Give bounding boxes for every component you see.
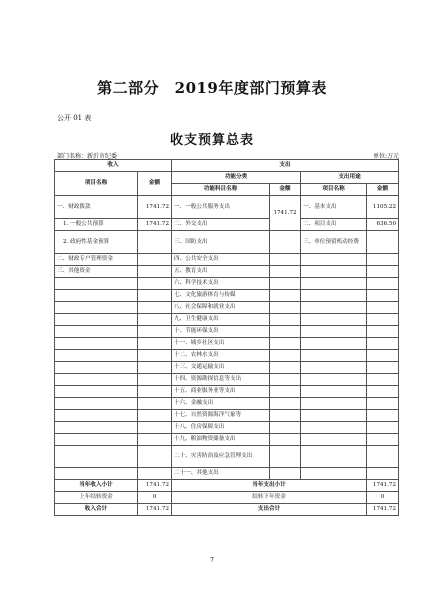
function-item: 十五、商业服务业等支出 (172, 386, 270, 398)
table-row (55, 266, 399, 278)
income-total-label: 收入合计 (55, 504, 138, 516)
carryover-row (55, 492, 399, 504)
expense-total-amount: 1741.72 (367, 504, 399, 516)
table-row (55, 386, 399, 398)
function-item: 十二、农林水支出 (172, 350, 270, 362)
table-row (55, 398, 399, 410)
income-header: 收入 (55, 160, 172, 172)
table-row (55, 468, 399, 480)
function-item: 十九、粮油物资储备支出 (172, 434, 270, 446)
unit-label: 单位:万元 (372, 153, 399, 160)
form-number: 公开 01 表 (57, 114, 92, 122)
table-row (55, 196, 399, 219)
income-item: 三、其他资金 (55, 266, 138, 278)
function-item: 十四、资源勘探信息等支出 (172, 374, 270, 386)
income-subtotal-amount: 1741.72 (138, 480, 172, 492)
function-item: 十六、金融支出 (172, 398, 270, 410)
income-amount-header: 金额 (138, 172, 172, 196)
purpose-amount: 1105.22 (367, 196, 399, 219)
purpose-item-name-header: 项目名称 (301, 184, 367, 196)
purpose-item (301, 254, 367, 266)
purpose-amount-header: 金额 (367, 184, 399, 196)
table-row (55, 446, 399, 468)
header-row-2 (55, 172, 399, 184)
purpose-amount (367, 266, 399, 278)
header-row-1 (55, 160, 399, 172)
income-amount: 1741.72 (138, 219, 172, 231)
function-item: 十、节能环保支出 (172, 326, 270, 338)
carryover-out-label: 结转下年资金 (172, 492, 367, 504)
table-row (55, 410, 399, 422)
table-row (55, 326, 399, 338)
function-item: 一、一般公共服务支出 (172, 196, 270, 219)
function-item: 三、国防支出 (172, 231, 270, 254)
table-row (55, 422, 399, 434)
carryover-out-amount: 0 (367, 492, 399, 504)
purpose-header: 支出用途 (301, 172, 399, 184)
function-item: 十八、住房保障支出 (172, 422, 270, 434)
function-item: 九、卫生健康支出 (172, 314, 270, 326)
purpose-item: 三、单位预留机动经费 (301, 231, 367, 254)
subtotal-row (55, 480, 399, 492)
function-class-header: 功能分类 (172, 172, 301, 184)
income-amount: 1741.72 (138, 196, 172, 219)
function-subject-header: 功能科目名称 (172, 184, 270, 196)
function-item: 十一、城乡社区支出 (172, 338, 270, 350)
function-item: 十三、交通运输支出 (172, 362, 270, 374)
purpose-item: 一、基本支出 (301, 196, 367, 219)
income-amount (138, 266, 172, 278)
income-item: 1. 一般公共预算 (55, 219, 138, 231)
function-item: 六、科学技术支出 (172, 278, 270, 290)
table-row (55, 231, 399, 254)
table-row (55, 434, 399, 446)
purpose-amount: 636.50 (367, 219, 399, 231)
income-item-name-header: 项目名称 (55, 172, 138, 196)
function-item: 二十一、其他支出 (172, 468, 270, 480)
budget-table (54, 159, 399, 516)
purpose-item: 二、项目支出 (301, 219, 367, 231)
function-amount (270, 266, 301, 278)
income-item: 2. 政府性基金预算 (55, 231, 138, 254)
income-item: 二、财政专户管理资金 (55, 254, 138, 266)
carryover-in-amount: 0 (138, 492, 172, 504)
table-row (55, 338, 399, 350)
function-item: 七、文化旅游体育与传媒 (172, 290, 270, 302)
table-row (55, 290, 399, 302)
page-number: 7 (210, 557, 214, 564)
function-item: 二十、灾害防治及应急管理支出 (172, 446, 270, 468)
table-row (55, 278, 399, 290)
total-row (55, 504, 399, 516)
table-row (55, 350, 399, 362)
function-amount: 1741.72 (270, 196, 301, 231)
table-row (55, 374, 399, 386)
purpose-item (301, 266, 367, 278)
department-name: 部门名称：新沂市纪委 (57, 153, 118, 160)
expense-subtotal-label: 当年支出小计 (172, 480, 367, 492)
table-row (55, 302, 399, 314)
function-amount (270, 231, 301, 254)
page-title: 第二部分 2019年度部门预算表 (97, 79, 327, 97)
expense-total-label: 支出合计 (172, 504, 367, 516)
table-row (55, 362, 399, 374)
expense-header: 支出 (172, 160, 399, 172)
function-amount-header: 金额 (270, 184, 301, 196)
expense-subtotal-amount: 1741.72 (367, 480, 399, 492)
income-subtotal-label: 当年收入小计 (55, 480, 138, 492)
purpose-amount (367, 254, 399, 266)
function-item: 十七、自然资源海洋气象等 (172, 410, 270, 422)
function-item: 八、社会保障和就业支出 (172, 302, 270, 314)
income-item: 一、财政拨款 (55, 196, 138, 219)
function-item: 四、公共安全支出 (172, 254, 270, 266)
budget-table-body (55, 160, 399, 516)
table-row (55, 314, 399, 326)
carryover-in-label: 上年结转资金 (55, 492, 138, 504)
function-item: 二、外交支出 (172, 219, 270, 231)
table-row (55, 254, 399, 266)
function-item: 五、教育支出 (172, 266, 270, 278)
income-amount (138, 254, 172, 266)
purpose-amount (367, 231, 399, 254)
income-total-amount: 1741.72 (138, 504, 172, 516)
table-title: 收支预算总表 (169, 133, 254, 148)
table-row (55, 219, 399, 231)
function-amount (270, 254, 301, 266)
income-amount (138, 231, 172, 254)
